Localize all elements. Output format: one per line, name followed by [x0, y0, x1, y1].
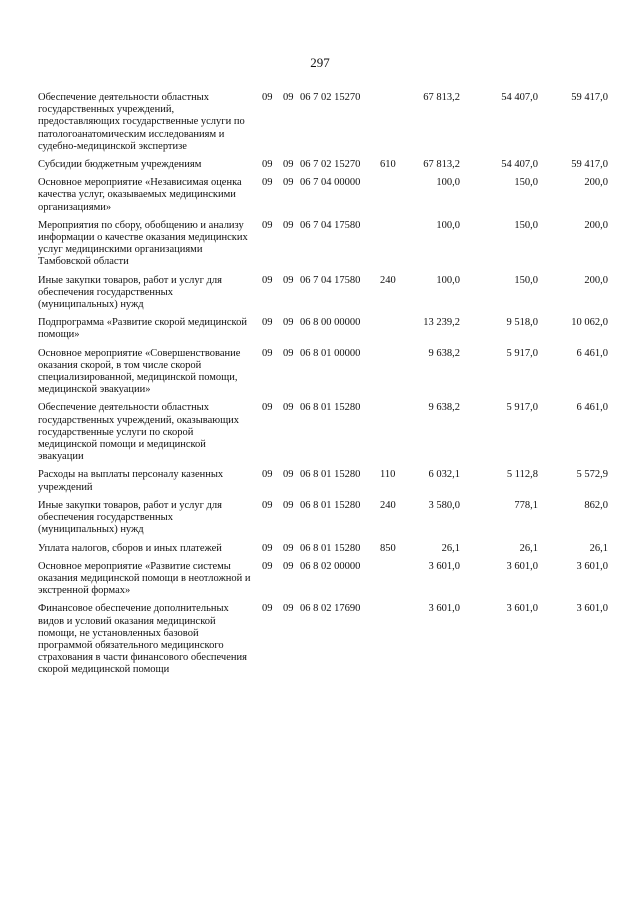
section-code: 09 [262, 469, 273, 481]
amount-year-1: 100,0 [436, 274, 460, 286]
subsection-code: 09 [283, 542, 294, 554]
amount-year-2: 3 601,0 [506, 603, 538, 615]
section-code: 09 [262, 603, 273, 615]
section-code: 09 [262, 499, 273, 511]
amount-year-2: 26,1 [519, 542, 538, 554]
amount-year-1: 6 032,1 [428, 469, 460, 481]
item-name: Обеспечение деятельности областных государственных учреждений, предоставляющих государственные услуги по патологоанатомическим исследованиям и судебно-медицинской экспертизе [38, 92, 245, 152]
target-article-code: 06 8 01 15280 [300, 469, 361, 481]
amount-year-3: 6 461,0 [576, 402, 608, 414]
section-code: 09 [262, 402, 273, 414]
table-row [0, 220, 640, 275]
item-name: Финансовое обеспечение дополнительных видов и условий оказания медицинской помощи, не установленных базовой программой обязательного медицинского страхования в части финансового обеспечения скорой медицинской помощи [38, 603, 247, 676]
page-number: 297 [310, 55, 330, 70]
amount-year-3: 200,0 [584, 274, 608, 286]
amount-year-1: 100,0 [436, 219, 460, 231]
subsection-code: 09 [283, 219, 294, 231]
amount-year-2: 5 917,0 [506, 347, 538, 359]
item-name: Основное мероприятие «Независимая оценка качества услуг, оказываемых медицинскими организациями» [38, 177, 242, 213]
amount-year-2: 150,0 [514, 274, 538, 286]
amount-year-3: 59 417,0 [571, 159, 608, 171]
subsection-code: 09 [283, 347, 294, 359]
target-article-code: 06 8 01 15280 [300, 542, 361, 554]
subsection-code: 09 [283, 159, 294, 171]
item-name: Основное мероприятие «Развитие системы оказания медицинской помощи в неотложной и экстренной формах» [38, 560, 251, 597]
subsection-code: 09 [283, 560, 294, 572]
subsection-code: 09 [283, 402, 294, 414]
target-article-code: 06 7 02 15270 [300, 92, 361, 103]
section-code: 09 [262, 92, 273, 103]
table-row [0, 543, 640, 561]
expense-type-code: 240 [380, 274, 396, 286]
amount-year-1: 9 638,2 [428, 402, 460, 414]
amount-year-1: 26,1 [441, 542, 460, 554]
section-code: 09 [262, 274, 273, 286]
item-name: Иные закупки товаров, работ и услуг для обеспечения государственных (муниципальных) нужд [38, 499, 222, 536]
amount-year-1: 3 580,0 [428, 499, 460, 511]
table-row [0, 275, 640, 318]
amount-year-2: 9 518,0 [506, 317, 538, 329]
section-code: 09 [262, 219, 273, 231]
subsection-code: 09 [283, 469, 294, 481]
table-row [0, 561, 640, 604]
expense-type-code: 110 [380, 469, 396, 481]
subsection-code: 09 [283, 92, 294, 103]
item-name: Обеспечение деятельности областных государственных учреждений, оказывающих государственные услуги по скорой медицинской помощи и медицинской эвакуации [38, 402, 240, 463]
amount-year-2: 54 407,0 [501, 92, 538, 103]
budget-table [0, 92, 640, 683]
table-row [0, 402, 640, 469]
amount-year-1: 67 813,2 [423, 92, 460, 103]
section-code: 09 [262, 542, 273, 554]
amount-year-2: 778,1 [514, 499, 538, 511]
section-code: 09 [262, 347, 273, 359]
amount-year-3: 26,1 [589, 542, 608, 554]
target-article-code: 06 7 04 17580 [300, 219, 361, 231]
amount-year-2: 150,0 [514, 177, 538, 189]
table-row [0, 177, 640, 220]
subsection-code: 09 [283, 499, 294, 511]
table-row [0, 603, 640, 682]
section-code: 09 [262, 159, 273, 171]
amount-year-3: 6 461,0 [576, 347, 608, 359]
amount-year-3: 200,0 [584, 219, 608, 231]
amount-year-1: 3 601,0 [428, 560, 460, 572]
target-article-code: 06 8 02 17690 [300, 603, 361, 615]
target-article-code: 06 8 01 15280 [300, 402, 361, 414]
amount-year-1: 9 638,2 [428, 347, 460, 359]
amount-year-3: 10 062,0 [571, 317, 608, 329]
amount-year-1: 3 601,0 [428, 603, 460, 615]
target-article-code: 06 7 02 15270 [300, 159, 361, 171]
amount-year-2: 5 112,8 [506, 469, 538, 481]
amount-year-3: 5 572,9 [576, 469, 608, 481]
item-name: Подпрограмма «Развитие скорой медицинской помощи» [38, 317, 247, 341]
amount-year-1: 67 813,2 [423, 159, 460, 171]
item-name: Иные закупки товаров, работ и услуг для обеспечения государственных (муниципальных) нужд [38, 274, 222, 311]
amount-year-3: 200,0 [584, 177, 608, 189]
target-article-code: 06 8 02 00000 [300, 560, 361, 572]
expense-type-code: 610 [380, 159, 396, 171]
target-article-code: 06 8 01 00000 [300, 347, 361, 359]
subsection-code: 09 [283, 274, 294, 286]
amount-year-2: 5 917,0 [506, 402, 538, 414]
target-article-code: 06 8 00 00000 [300, 317, 361, 329]
amount-year-2: 3 601,0 [506, 560, 538, 572]
item-name: Расходы на выплаты персоналу казенных учреждений [38, 469, 224, 493]
target-article-code: 06 7 04 00000 [300, 177, 361, 189]
table-row [0, 92, 640, 159]
table-row [0, 159, 640, 177]
amount-year-2: 150,0 [514, 219, 538, 231]
section-code: 09 [262, 177, 273, 189]
table-row [0, 317, 640, 347]
subsection-code: 09 [283, 603, 294, 615]
table-row [0, 500, 640, 543]
table-row [0, 469, 640, 499]
item-name: Мероприятия по сбору, обобщению и анализу информации о качестве оказания медицинских услуг медицинскими организациями Тамбовской области [38, 219, 248, 268]
amount-year-2: 54 407,0 [501, 159, 538, 171]
amount-year-1: 13 239,2 [423, 317, 460, 329]
section-code: 09 [262, 317, 273, 329]
amount-year-3: 862,0 [584, 499, 608, 511]
item-name: Основное мероприятие «Совершенствование оказания скорой, в том числе скорой специализированной, медицинской помощи, медицинской эвакуации» [38, 347, 241, 396]
amount-year-1: 100,0 [436, 177, 460, 189]
subsection-code: 09 [283, 317, 294, 329]
section-code: 09 [262, 560, 273, 572]
target-article-code: 06 8 01 15280 [300, 499, 361, 511]
target-article-code: 06 7 04 17580 [300, 274, 361, 286]
item-name: Субсидии бюджетным учреждениям [38, 159, 202, 171]
subsection-code: 09 [283, 177, 294, 189]
amount-year-3: 3 601,0 [576, 603, 608, 615]
amount-year-3: 3 601,0 [576, 560, 608, 572]
item-name: Уплата налогов, сборов и иных платежей [38, 542, 222, 554]
table-row [0, 348, 640, 403]
expense-type-code: 240 [380, 499, 396, 511]
amount-year-3: 59 417,0 [571, 92, 608, 103]
expense-type-code: 850 [380, 542, 396, 554]
